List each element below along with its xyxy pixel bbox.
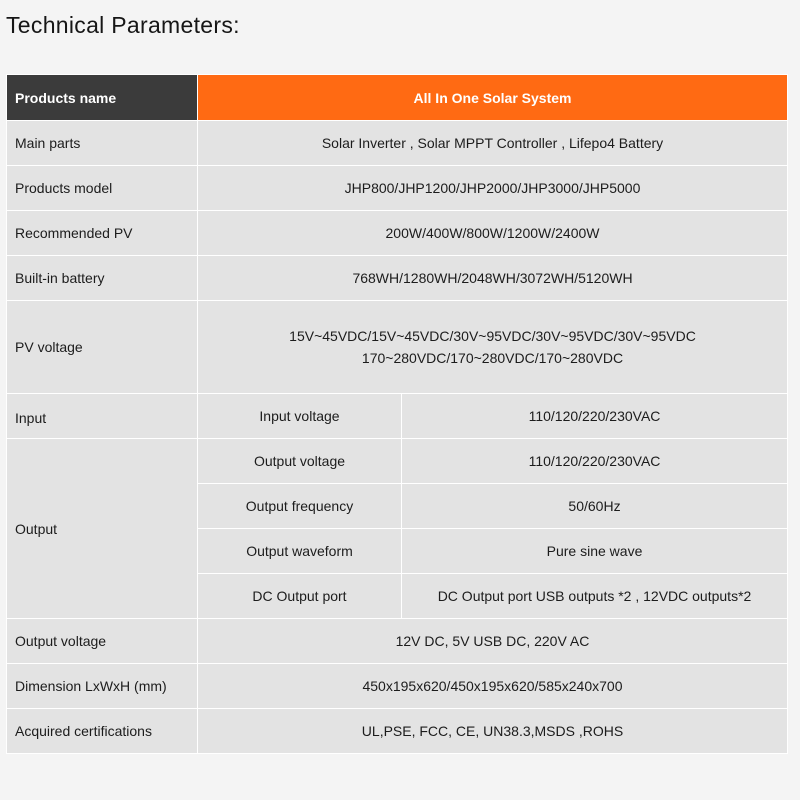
row-value [198,301,788,394]
row-value: UL,PSE, FCC, CE, UN38.3,MSDS ,ROHS [198,709,788,754]
pv-voltage-line-2: 170~280VDC/170~280VDC/170~280VDC [361,350,624,366]
row-value: 200W/400W/800W/1200W/2400W [198,211,788,256]
table-row [7,709,788,754]
row-value: 110/120/220/230VAC [402,394,788,439]
row-label: Recommended PV [7,211,198,256]
row-value: 110/120/220/230VAC [402,439,788,484]
table-row [7,439,788,484]
row-value: 50/60Hz [402,484,788,529]
table-row [7,256,788,301]
row-label: Main parts [7,121,198,166]
row-value: DC Output port USB outputs *2 , 12VDC outputs*2 [402,574,788,619]
row-label: Acquired certifications [7,709,198,754]
row-value: Solar Inverter , Solar MPPT Controller , Lifepo4 Battery [198,121,788,166]
table-row [7,394,788,439]
row-value: 12V DC, 5V USB DC, 220V AC [198,619,788,664]
row-label: Output voltage [7,619,198,664]
sub-label: Output waveform [198,529,402,574]
pv-voltage-line-1: 15V~45VDC/15V~45VDC/30V~95VDC/30V~95VDC/30V~95VDC [289,328,696,344]
row-label: PV voltage [7,301,198,394]
header-label: Products name [7,75,198,121]
page-title: Technical Parameters: [6,12,240,38]
row-value: Pure sine wave [402,529,788,574]
header-row [7,75,788,121]
sub-label: Input voltage [198,394,402,439]
table-row [7,166,788,211]
sub-label: DC Output port [198,574,402,619]
table-row [7,664,788,709]
row-label: Built-in battery [7,256,198,301]
row-label: Input [7,394,198,439]
table-row [7,619,788,664]
sub-label: Output frequency [198,484,402,529]
spec-table [6,74,788,754]
row-value: JHP800/JHP1200/JHP2000/JHP3000/JHP5000 [198,166,788,211]
row-label: Products model [7,166,198,211]
row-value: 768WH/1280WH/2048WH/3072WH/5120WH [198,256,788,301]
sub-label: Output voltage [198,439,402,484]
header-value: All In One Solar System [198,75,788,121]
row-value: 450x195x620/450x195x620/585x240x700 [198,664,788,709]
row-label: Dimension LxWxH (mm) [7,664,198,709]
row-label: Output [7,439,198,619]
table-row [7,211,788,256]
table-row [7,121,788,166]
table-row [7,301,788,394]
